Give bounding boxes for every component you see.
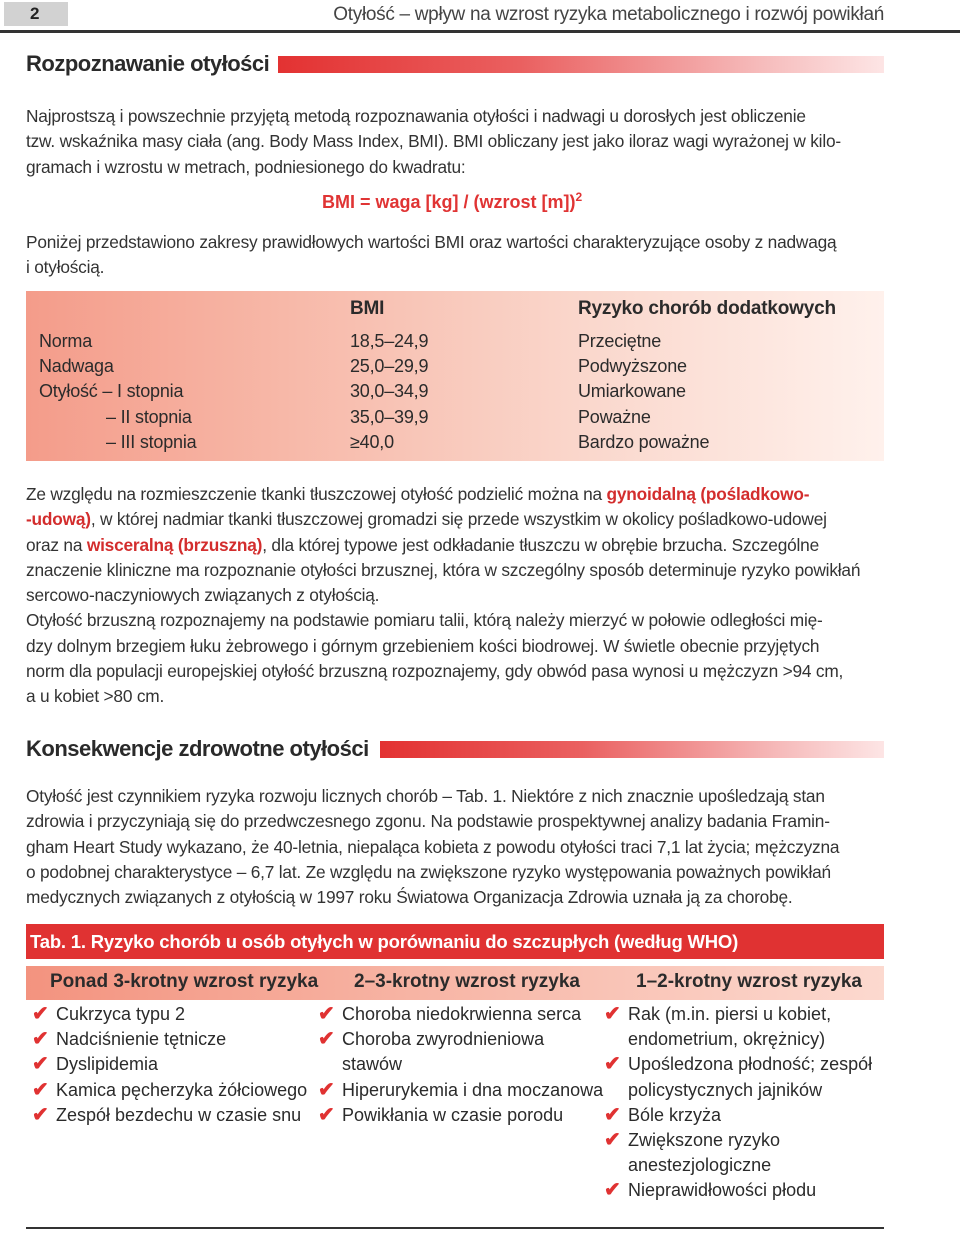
risk-item: [32, 1103, 322, 1128]
text-line: gramach i wzrostu w metrach, podniesionego do kwadratu:: [26, 156, 466, 177]
column-header: 2–3-krotny wzrost ryzyka: [354, 971, 580, 992]
risk-item: [318, 1078, 606, 1103]
distribution-paragraph: [26, 482, 884, 710]
bmi-row-risk: Podwyższone: [578, 356, 687, 376]
risk-item-text: endometrium, okrężnicy): [628, 1029, 826, 1050]
bmi-row-risk: Umiarkowane: [578, 381, 686, 401]
gynoid-term-end: -udową): [26, 509, 91, 530]
risk-item: [604, 1103, 884, 1128]
checkmark-icon: ✔: [604, 1129, 621, 1152]
text-line: norm dla populacji europejskiej otyłość brzuszną rozpoznajemy, gdy obwód pasa wynosi u mężczyzn >94 cm,: [26, 661, 844, 682]
text-line: dzy dolnym brzegiem łuku żebrowego i górnym grzebieniem kości biodrowej. W świetle obecnie przyjętych: [26, 635, 820, 656]
bmi-table: [26, 291, 884, 461]
checkmark-icon: ✔: [604, 1053, 621, 1076]
gynoid-term: gynoidalną (pośladkowo-: [606, 484, 810, 504]
risk-item: [604, 1052, 884, 1102]
risk-item-text: Nieprawidłowości płodu: [628, 1180, 817, 1201]
text-line: Otyłość jest czynnikiem ryzyka rozwoju licznych chorób – Tab. 1. Niektóre z nich znacznie upośledzają stan: [26, 786, 825, 806]
bmi-row-category: Otyłość – I stopnia: [39, 381, 184, 401]
checkmark-icon: ✔: [604, 1179, 621, 1202]
text-line: gham Heart Study wykazano, że 40-letnia, niepaląca kobieta z powodu otyłości traci 7,1 lat życia; mężczyzna: [26, 836, 840, 857]
risk-item: [604, 1178, 884, 1203]
risk-item-text: Kamica pęcherzyka żółciowego: [56, 1079, 308, 1100]
risk-item-text: Choroba niedokrwienna serca: [342, 1004, 582, 1024]
bmi-row-category: – III stopnia: [106, 432, 197, 452]
section-title-bar: [380, 741, 884, 758]
table1-header-row: [26, 966, 884, 1000]
bmi-row-value: 18,5–24,9: [350, 331, 429, 351]
risk-item-text: Cukrzyca typu 2: [56, 1004, 186, 1024]
bmi-formula: [322, 190, 582, 213]
risk-item-text: Zespół bezdechu w czasie snu: [56, 1104, 302, 1125]
risk-item-text: stawów: [342, 1054, 403, 1075]
text-line: Poniżej przedstawiono zakresy prawidłowych wartości BMI oraz wartości charakteryzujące osoby z nadwagą: [26, 232, 837, 252]
text-line: i otyłością.: [26, 257, 105, 278]
bmi-row-category: Norma: [39, 331, 93, 351]
checkmark-icon: ✔: [32, 1103, 49, 1126]
bmi-row-value: 25,0–29,9: [350, 356, 429, 376]
bmi-row-risk: Poważne: [578, 407, 651, 427]
text-line: o podobnej charakterystyce – 6,7 lat. Ze względu na zwiększone ryzyko występowania poważnych powikłań: [26, 861, 831, 882]
bmi-row-value: 30,0–34,9: [350, 381, 429, 401]
risk-item-text: anestezjologiczne: [628, 1155, 772, 1176]
risk-column-header: Ryzyko chorób dodatkowych: [578, 298, 836, 319]
table-intro-paragraph: [26, 230, 884, 281]
risk-item-text: Rak (m.in. piersi u kobiet,: [628, 1004, 832, 1024]
risk-column-1-2x: [604, 1002, 884, 1204]
checkmark-icon: ✔: [318, 1028, 335, 1051]
risk-item: [604, 1128, 884, 1178]
risk-item: [318, 1103, 606, 1128]
text-line: a u kobiet >80 cm.: [26, 686, 165, 707]
risk-item: [32, 1052, 322, 1077]
text-line: sercowo-naczyniowych związanych z otyłością.: [26, 585, 380, 606]
risk-column-2-3x: [318, 1002, 606, 1128]
checkmark-icon: ✔: [604, 1103, 621, 1126]
bmi-row-risk: Przeciętne: [578, 331, 662, 351]
section-title-consequences: Konsekwencje zdrowotne otyłości: [26, 736, 369, 761]
formula-text: BMI = waga [kg] / (wzrost [m]): [322, 192, 576, 212]
visceral-term: wisceralną (brzuszną): [86, 534, 263, 555]
risk-item: [32, 1078, 322, 1103]
risk-item-text: Upośledzona płodność; zespół: [628, 1054, 873, 1075]
bmi-row-risk: Bardzo poważne: [578, 432, 710, 452]
running-title: Otyłość – wpływ na wzrost ryzyka metabolicznego i rozwój powikłań: [333, 4, 884, 25]
checkmark-icon: ✔: [604, 1003, 621, 1025]
risk-item-text: Hiperurykemia i dna moczanowa: [342, 1079, 604, 1100]
bmi-row-category: – II stopnia: [106, 407, 192, 427]
risk-item-text: Bóle krzyża: [628, 1104, 722, 1125]
risk-item-text: Choroba zwyrodnieniowa: [342, 1029, 545, 1050]
table1-title: Tab. 1. Ryzyko chorób u osób otyłych w porównaniu do szczupłych (według WHO): [26, 924, 884, 959]
checkmark-icon: ✔: [318, 1103, 335, 1126]
checkmark-icon: ✔: [318, 1003, 335, 1025]
text-line: zdrowia i przyczyniają się do przedwczesnego zgonu. Na podstawie prospektywnej analizy badania Framin-: [26, 811, 830, 832]
text-line: Otyłość brzuszną rozpoznajemy na podstawie pomiaru talii, którą należy mierzyć w połowie odległości mię-: [26, 610, 823, 631]
risk-item: [32, 1027, 322, 1052]
column-header: Ponad 3-krotny wzrost ryzyka: [50, 971, 319, 992]
text-span: , w której nadmiar tkanki tłuszczowej gromadzi się przede wszystkim w okolicy pośladkowo-udowej: [90, 509, 827, 530]
checkmark-icon: ✔: [32, 1003, 49, 1025]
checkmark-icon: ✔: [32, 1053, 49, 1076]
risk-item-text: policystycznych jajników: [628, 1079, 823, 1100]
bmi-row-category: Nadwaga: [39, 356, 114, 376]
bmi-row-value: ≥40,0: [350, 432, 394, 452]
text-span: oraz na: [26, 534, 87, 555]
column-header: 1–2-krotny wzrost ryzyka: [636, 971, 862, 992]
risk-item: [32, 1002, 322, 1027]
consequences-paragraph: [26, 784, 884, 910]
section-title-diagnosis: Rozpoznawanie otyłości: [26, 51, 270, 76]
bottom-rule: [26, 1227, 884, 1229]
header-rule: [0, 30, 960, 33]
formula-exponent: 2: [575, 190, 583, 204]
risk-item-text: Powikłania w czasie porodu: [342, 1104, 564, 1125]
risk-column-over-3x: [32, 1002, 322, 1128]
risk-item: [318, 1027, 606, 1077]
text-line: znaczenie kliniczne ma rozpoznanie otyłości brzusznej, która w szczególny sposób determinuje ryzyko powikłań: [26, 559, 861, 580]
section-title-bar: [278, 56, 884, 73]
bmi-row-value: 35,0–39,9: [350, 407, 429, 427]
risk-item-text: Nadciśnienie tętnicze: [56, 1029, 227, 1050]
text-line: Najprostszą i powszechnie przyjętą metodą rozpoznawania otyłości i nadwagi u dorosłych jest obliczenie: [26, 106, 806, 126]
checkmark-icon: ✔: [32, 1078, 49, 1101]
bmi-column-header: BMI: [350, 298, 385, 319]
text-line: medycznych związanych z otyłością w 1997 roku Światowa Organizacja Zdrowia uznała ją za chorobę.: [26, 887, 793, 908]
text-span: , dla której typowe jest odkładanie tłuszczu w obrębie brzucha. Szczególne: [262, 534, 819, 555]
checkmark-icon: ✔: [32, 1028, 49, 1051]
risk-item: [604, 1002, 884, 1052]
text-line: [26, 507, 884, 532]
page-number: 2: [4, 2, 68, 26]
risk-item-text: Zwiększone ryzyko: [628, 1130, 781, 1151]
text-span: Ze względu na rozmieszczenie tkanki tłuszczowej otyłość podzielić można na: [26, 484, 607, 504]
checkmark-icon: ✔: [318, 1078, 335, 1101]
text-line: [26, 533, 884, 558]
intro-paragraph: [26, 104, 884, 180]
text-line: tzw. wskaźnika masy ciała (ang. Body Mass Index, BMI). BMI obliczany jest jako iloraz wagi wyrażonej w kilo-: [26, 131, 841, 152]
risk-item-text: Dyslipidemia: [56, 1054, 159, 1075]
text-line: [26, 482, 884, 507]
risk-item: [318, 1002, 606, 1027]
